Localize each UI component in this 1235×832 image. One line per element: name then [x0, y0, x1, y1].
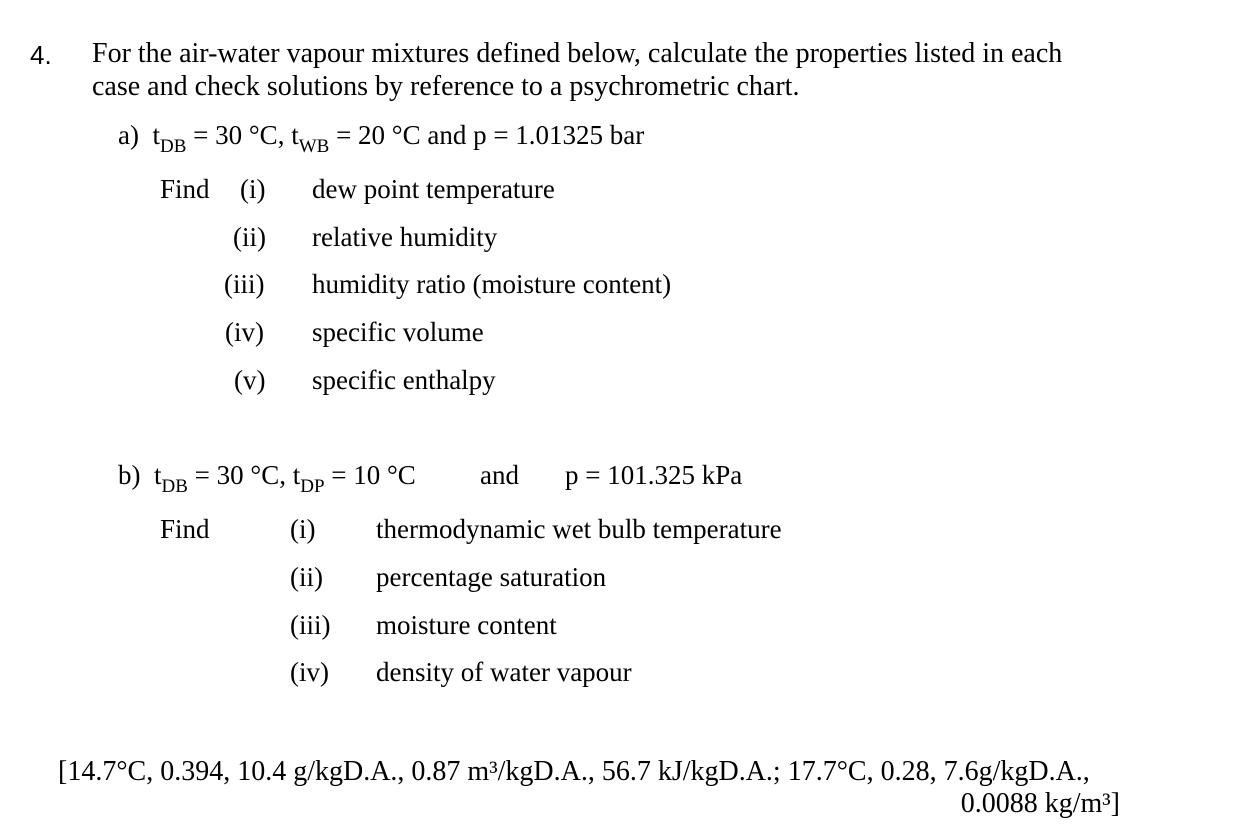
part-a-find-label: Find — [160, 174, 210, 204]
part-b-item-num: (i) — [290, 514, 316, 544]
question-intro-line1: For the air-water vapour mixtures defined below, calculate the properties listed in each — [92, 38, 1063, 69]
part-a-item-text: relative humidity — [312, 222, 498, 252]
part-b-db-subscript: DB — [161, 476, 188, 497]
question-intro-line2: case and check solutions by reference to a psychrometric chart. — [92, 71, 800, 102]
part-a-wb-subscript: WB — [298, 136, 330, 157]
question-number: 4. — [30, 40, 52, 70]
part-a-item-text: specific enthalpy — [312, 365, 496, 395]
part-b-item-text: percentage saturation — [376, 562, 607, 592]
part-a-eq2: = 20 °C and p = 1.01325 bar — [336, 120, 645, 150]
part-b-pressure: p = 101.325 kPa — [565, 460, 743, 490]
part-b-dp-subscript: DP — [300, 476, 325, 497]
part-b-eq1: = 30 °C, t — [194, 460, 301, 490]
part-a-item-num: (iv) — [225, 317, 264, 347]
part-a-item-text: specific volume — [312, 317, 484, 347]
part-b-and: and — [480, 460, 519, 490]
part-a-item-num: (ii) — [233, 222, 266, 252]
part-b-item-text: density of water vapour — [376, 657, 632, 687]
answers-line2: 0.0088 kg/m³] — [960, 788, 1120, 819]
part-b-item-text: thermodynamic wet bulb temperature — [376, 514, 782, 544]
answers-line1: [14.7°C, 0.394, 10.4 g/kgD.A., 0.87 m³/kgD.A., 56.7 kJ/kgD.A.; 17.7°C, 0.28, 7.6g/kgD.A., — [58, 756, 1090, 787]
part-b-item-text: moisture content — [376, 610, 557, 640]
part-b-condition — [118, 460, 416, 497]
part-a-t: t — [152, 120, 160, 150]
part-a-item-text: dew point temperature — [312, 174, 555, 204]
part-b-item-num: (iv) — [290, 657, 329, 687]
part-a-item-num: (i) — [240, 174, 266, 204]
part-b-item-num: (ii) — [290, 562, 323, 592]
part-a-eq1: = 30 °C, t — [193, 120, 299, 150]
part-a-item-num: (v) — [234, 365, 266, 395]
part-a-condition — [118, 120, 645, 157]
part-b-find-label: Find — [160, 514, 210, 544]
part-b-eq2: = 10 °C — [331, 460, 416, 490]
part-b-label: b) — [118, 460, 141, 490]
part-b-t: t — [154, 460, 162, 490]
part-b-item-num: (iii) — [290, 610, 331, 640]
part-a-db-subscript: DB — [160, 136, 187, 157]
part-a-item-num: (iii) — [224, 269, 265, 299]
part-a-label: a) — [118, 120, 139, 150]
part-a-item-text: humidity ratio (moisture content) — [312, 269, 672, 299]
